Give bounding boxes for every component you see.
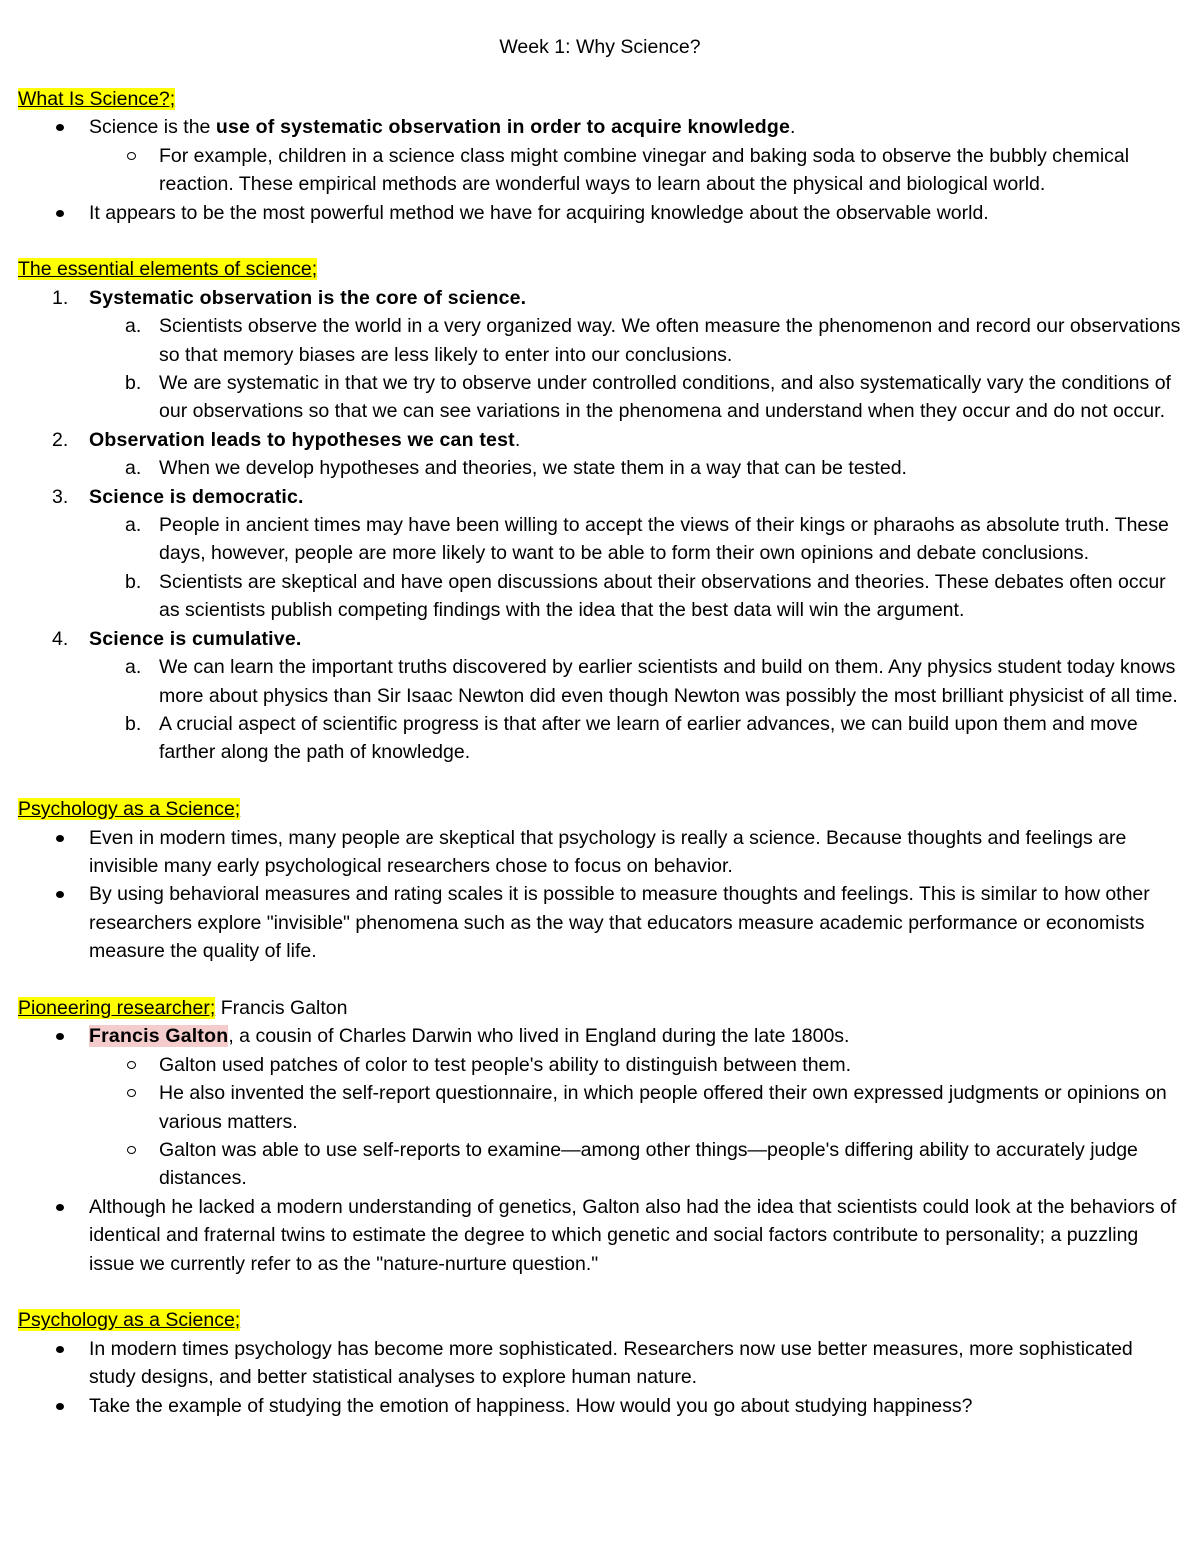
section-heading-psychology-as-science: Psychology as a Science; <box>18 798 241 821</box>
list-item: a. People in ancient times may have been willing to accept the views of their kings or pharaohs as absolute truth. These days, however, people are more likely to want to be able to form their own opinions and debate conclusions. <box>125 514 1169 565</box>
bullet-icon <box>56 891 64 898</box>
list-item: a. Scientists observe the world in a very organized way. We often measure the phenomenon and record our observations so that memory biases are less likely to enter into our conclusions. <box>125 315 1181 366</box>
bold-text: use of systematic observation in order to acquire knowledge <box>215 116 791 139</box>
list-item: It appears to be the most powerful method we have for acquiring knowledge about the observable world. <box>18 199 1182 227</box>
list-item: In modern times psychology has become more sophisticated. Researchers now use better measures, more sophisticated study designs, and better statistical analyses to explore human nature. <box>18 1335 1182 1392</box>
list-item: Galton used patches of color to test people's ability to distinguish between them. <box>18 1051 1182 1079</box>
list-item: a. We can learn the important truths discovered by earlier scientists and build on them. Any physics student today knows more about physics than Sir Isaac Newton did even though Newton was possibly the most brilliant physicist of all time. <box>125 656 1178 707</box>
list-item: For example, children in a science class might combine vinegar and baking soda to observe the bubbly chemical reaction. These empirical methods are wonderful ways to learn about the physical and biological world. <box>18 142 1182 199</box>
bullet-icon <box>56 1033 64 1040</box>
hollow-bullet-icon <box>127 1061 136 1069</box>
list-item: 2. Observation leads to hypotheses we can test. <box>52 428 521 451</box>
bullet-icon <box>56 1403 64 1410</box>
list-item: Take the example of studying the emotion of happiness. How would you go about studying happiness? <box>18 1392 1182 1420</box>
highlighted-name: Francis Galton <box>89 1025 229 1048</box>
list-item: b. A crucial aspect of scientific progress is that after we learn of earlier advances, we can build upon them and move farther along the path of knowledge. <box>125 712 1138 764</box>
bullet-list <box>18 113 1182 227</box>
list-item: By using behavioral measures and rating scales it is possible to measure thoughts and feelings. This is similar to how other researchers explore "invisible" phenomena such as the way that educators measure academic performance or economists measure the quality of life. <box>18 880 1182 965</box>
list-item: b. We are systematic in that we try to observe under controlled conditions, and also systematically vary the conditions of our observations so that we can see variations in the phenomena and understand when they occur and do not occur. <box>125 372 1171 423</box>
bullet-list <box>18 1022 1182 1278</box>
bullet-icon <box>56 1204 64 1211</box>
list-item: 3. Science is democratic. <box>52 485 304 508</box>
hollow-bullet-icon <box>127 1089 136 1097</box>
list-item: Even in modern times, many people are skeptical that psychology is really a science. Because thoughts and feelings are invisible many early psychological researchers chose to focus on behavior. <box>18 824 1182 881</box>
list-item: Francis Galton, a cousin of Charles Darwin who lived in England during the late 1800s. <box>18 1022 1182 1050</box>
bullet-list <box>18 824 1182 966</box>
list-item: 4. Science is cumulative. <box>52 627 302 650</box>
bullet-icon <box>56 124 64 131</box>
section-heading-what-is-science: What Is Science?; <box>18 88 176 110</box>
page-title: Week 1: Why Science? <box>499 36 701 58</box>
bullet-icon <box>56 210 64 217</box>
numbered-list <box>18 284 1182 767</box>
list-item: Science is the use of systematic observation in order to acquire knowledge. <box>18 113 1182 141</box>
bullet-list <box>18 1335 1182 1420</box>
bullet-icon <box>56 835 64 842</box>
list-item: Although he lacked a modern understanding of genetics, Galton also had the idea that scientists could look at the behaviors of identical and fraternal twins to estimate the degree to which genetic and social factors contribute to personality; a puzzling issue we currently refer to as the "nature-nurture question." <box>18 1193 1182 1278</box>
list-item: He also invented the self-report questionnaire, in which people offered their own expressed judgments or opinions on various matters. <box>18 1079 1182 1136</box>
hollow-bullet-icon <box>127 1146 136 1154</box>
section-heading-psychology-as-science-2: Psychology as a Science; <box>18 1309 241 1332</box>
list-item: Galton was able to use self-reports to examine—among other things—people's differing ability to accurately judge distances. <box>18 1136 1182 1193</box>
list-item: b. Scientists are skeptical and have open discussions about their observations and theories. These debates often occur as scientists publish competing findings with the idea that the best data will win the argument. <box>125 570 1166 622</box>
section-heading-pioneering-researcher: Pioneering researcher; Francis Galton <box>18 996 348 1019</box>
section-heading-essential-elements: The essential elements of science; <box>18 258 318 281</box>
bullet-icon <box>56 1346 64 1353</box>
list-item: 1. Systematic observation is the core of science. <box>52 286 527 309</box>
hollow-bullet-icon <box>127 152 136 160</box>
list-item: a. When we develop hypotheses and theories, we state them in a way that can be tested. <box>125 457 907 480</box>
